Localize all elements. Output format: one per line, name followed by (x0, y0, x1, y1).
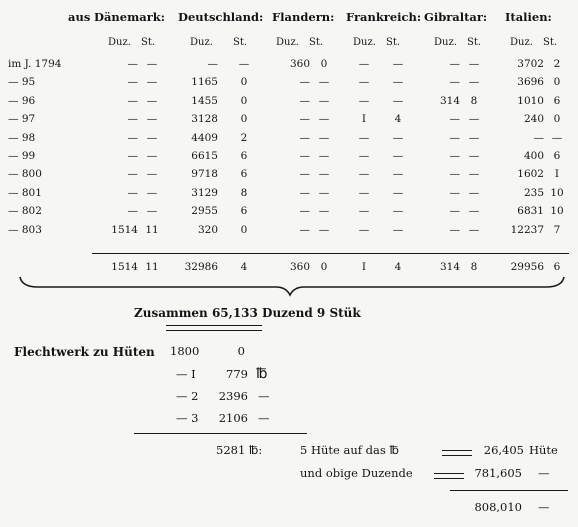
zusammen-summary: Zusammen 65,133 Duzend 9 Stük (134, 306, 361, 320)
table-cell: — (358, 187, 370, 199)
total-cell: 11 (145, 261, 159, 273)
table-cell: 0 (320, 58, 328, 70)
year-label: im J. 1794 (8, 58, 62, 70)
total-cell: 6 (553, 261, 561, 273)
table-cell: 6 (240, 168, 248, 180)
double-rule (166, 325, 262, 331)
flecht-value: 2106 (218, 411, 248, 425)
calc-dozens-value: 781,605 (474, 466, 522, 480)
table-cell: — (318, 113, 330, 125)
table-cell: 400 (523, 150, 544, 162)
subhead-duz: Duz. (510, 37, 533, 48)
table-cell: — (449, 76, 460, 88)
header-frankreich: Frankreich: (346, 10, 422, 24)
table-cell: — (207, 58, 218, 70)
table-cell: — (318, 205, 330, 217)
table-cell: — (127, 95, 138, 107)
table-cell: 6615 (191, 150, 218, 162)
table-cell: — (299, 150, 310, 162)
table-cell: — (358, 168, 370, 180)
calc-pounds: 5281 ℔: (216, 443, 263, 457)
table-cell: — (127, 58, 138, 70)
table-cell: — (146, 132, 158, 144)
table-cell: — (358, 76, 370, 88)
year-label: — 99 (8, 150, 36, 162)
table-cell: 8 (470, 95, 478, 107)
table-cell: — (468, 113, 480, 125)
table-cell: I (554, 168, 560, 180)
table-cell: — (468, 132, 480, 144)
table-cell: 4409 (191, 132, 218, 144)
subhead-duz: Duz. (190, 37, 213, 48)
table-cell: — (392, 58, 404, 70)
table-cell: — (358, 150, 370, 162)
table-cell: 1514 (111, 224, 138, 236)
grand-total: 808,010 (474, 500, 522, 514)
table-cell: — (146, 76, 158, 88)
flecht-value: 0 (237, 344, 245, 358)
table-cell: — (449, 168, 460, 180)
table-cell: — (449, 113, 460, 125)
table-cell: — (146, 95, 158, 107)
flecht-year: — 3 (176, 411, 199, 425)
brace-icon (18, 275, 566, 297)
table-cell: — (392, 224, 404, 236)
table-cell: — (449, 224, 460, 236)
ditto-mark: — (258, 389, 270, 403)
table-cell: — (551, 132, 563, 144)
table-cell: — (392, 150, 404, 162)
table-cell: — (449, 187, 460, 199)
table-cell: — (533, 132, 544, 144)
table-cell: 11 (145, 224, 159, 236)
table-cell: — (299, 187, 310, 199)
totals-rule (92, 253, 569, 254)
table-cell: 240 (523, 113, 544, 125)
year-label: — 98 (8, 132, 36, 144)
table-cell: 4 (394, 113, 402, 125)
total-cell: I (361, 261, 367, 273)
header-lead: aus (68, 10, 91, 24)
subhead-st: St. (233, 37, 248, 48)
header-flandern: Flandern: (272, 10, 335, 24)
table-cell: — (299, 113, 310, 125)
subhead-st: St. (467, 37, 482, 48)
total-cell: 8 (470, 261, 478, 273)
table-cell: — (358, 58, 370, 70)
table-cell: — (127, 168, 138, 180)
table-cell: — (127, 150, 138, 162)
calc-dozens-label: und obige Duzende (300, 466, 413, 480)
header-gibraltar: Gibraltar: (424, 10, 488, 24)
table-cell: — (392, 95, 404, 107)
table-cell: — (392, 205, 404, 217)
table-cell: 10 (550, 187, 564, 199)
table-cell: 12237 (510, 224, 544, 236)
table-cell: — (299, 224, 310, 236)
equals-sign (434, 473, 464, 479)
table-cell: — (318, 150, 330, 162)
table-cell: — (468, 76, 480, 88)
table-cell: — (358, 132, 370, 144)
table-cell: — (127, 76, 138, 88)
table-cell: 0 (240, 95, 248, 107)
table-cell: — (468, 58, 480, 70)
table-cell: — (299, 168, 310, 180)
table-cell: 0 (240, 113, 248, 125)
table-cell: 2 (240, 132, 248, 144)
table-cell: — (127, 113, 138, 125)
total-cell: 4 (240, 261, 248, 273)
table-cell: — (468, 150, 480, 162)
final-rule (450, 490, 568, 491)
table-cell: — (318, 95, 330, 107)
flecht-year: 1800 (170, 344, 200, 358)
header-deutschland: Deutschland: (178, 10, 264, 24)
table-cell: — (146, 205, 158, 217)
table-cell: 1455 (191, 95, 218, 107)
table-cell: — (299, 205, 310, 217)
total-cell: 0 (320, 261, 328, 273)
table-cell: 1010 (517, 95, 544, 107)
subhead-duz: Duz. (434, 37, 457, 48)
total-cell: 29956 (510, 261, 544, 273)
table-cell: — (449, 150, 460, 162)
table-cell: 0 (240, 224, 248, 236)
table-cell: 6 (240, 205, 248, 217)
header-italien: Italien: (505, 10, 552, 24)
subhead-duz: Duz. (108, 37, 131, 48)
table-cell: — (468, 224, 480, 236)
table-cell: I (361, 113, 367, 125)
year-label: — 95 (8, 76, 36, 88)
table-cell: 235 (523, 187, 544, 199)
table-cell: — (392, 168, 404, 180)
calc-hats-unit: Hüte (529, 443, 558, 457)
table-cell: 6 (240, 150, 248, 162)
table-cell: — (318, 76, 330, 88)
table-cell: 3129 (191, 187, 218, 199)
table-cell: — (468, 205, 480, 217)
table-cell: — (127, 132, 138, 144)
table-cell: — (468, 168, 480, 180)
equals-sign (442, 450, 472, 456)
year-label: — 801 (8, 187, 42, 199)
table-cell: — (318, 187, 330, 199)
table-cell: — (146, 168, 158, 180)
total-cell: 32986 (184, 261, 218, 273)
header-daenemark: Dänemark: (94, 10, 165, 24)
table-cell: — (392, 76, 404, 88)
calc-hats-per-pound: 5 Hüte auf das ℔ (300, 443, 399, 457)
calc-hats-value: 26,405 (483, 443, 524, 457)
table-cell: — (449, 58, 460, 70)
flecht-year: — 2 (176, 389, 199, 403)
table-cell: 0 (553, 76, 561, 88)
table-cell: — (127, 187, 138, 199)
table-cell: 3702 (517, 58, 544, 70)
table-cell: 320 (197, 224, 218, 236)
subhead-st: St. (543, 37, 558, 48)
subhead-duz: Duz. (276, 37, 299, 48)
table-cell: 1165 (191, 76, 218, 88)
subhead-st: St. (141, 37, 156, 48)
table-cell: — (299, 76, 310, 88)
flecht-year: — I (176, 367, 196, 381)
table-cell: — (358, 95, 370, 107)
pfund-icon: ℔ (256, 366, 268, 382)
total-cell: 4 (394, 261, 402, 273)
subhead-st: St. (309, 37, 324, 48)
table-cell: 0 (553, 113, 561, 125)
table-cell: — (392, 187, 404, 199)
flecht-value: 2396 (218, 389, 248, 403)
year-label: — 97 (8, 113, 36, 125)
table-cell: 360 (289, 58, 310, 70)
table-cell: 1602 (517, 168, 544, 180)
total-cell: 360 (289, 261, 310, 273)
table-cell: — (146, 150, 158, 162)
table-cell: — (299, 95, 310, 107)
table-cell: — (146, 58, 158, 70)
table-cell: — (468, 187, 480, 199)
table-cell: 9718 (191, 168, 218, 180)
year-label: — 96 (8, 95, 36, 107)
table-cell: 6 (553, 150, 561, 162)
ditto-mark: — (258, 411, 270, 425)
table-cell: — (392, 132, 404, 144)
table-cell: 3696 (517, 76, 544, 88)
total-cell: 314 (439, 261, 460, 273)
subhead-duz: Duz. (353, 37, 376, 48)
table-cell: 6831 (517, 205, 544, 217)
table-cell: — (146, 113, 158, 125)
table-cell: 314 (439, 95, 460, 107)
table-cell: 2 (553, 58, 561, 70)
table-cell: — (238, 58, 250, 70)
table-cell: — (318, 168, 330, 180)
ditto-mark: — (538, 500, 550, 514)
subhead-st: St. (386, 37, 401, 48)
table-cell: — (127, 205, 138, 217)
table-cell: 6 (553, 95, 561, 107)
ditto-mark: — (538, 466, 550, 480)
table-cell: — (358, 224, 370, 236)
table-cell: 2955 (191, 205, 218, 217)
table-cell: — (318, 132, 330, 144)
flecht-value: 779 (226, 367, 248, 381)
table-cell: 3128 (191, 113, 218, 125)
total-cell: 1514 (111, 261, 138, 273)
table-cell: — (449, 132, 460, 144)
table-cell: 7 (553, 224, 561, 236)
table-cell: — (146, 187, 158, 199)
sum-rule (134, 433, 307, 434)
year-label: — 803 (8, 224, 42, 236)
table-cell: — (449, 205, 460, 217)
table-cell: 8 (240, 187, 248, 199)
table-cell: 0 (240, 76, 248, 88)
table-cell: — (358, 205, 370, 217)
table-cell: 10 (550, 205, 564, 217)
table-cell: — (299, 132, 310, 144)
year-label: — 802 (8, 205, 42, 217)
year-label: — 800 (8, 168, 42, 180)
flechtwerk-label: Flechtwerk zu Hüten (14, 345, 155, 359)
table-cell: — (318, 224, 330, 236)
